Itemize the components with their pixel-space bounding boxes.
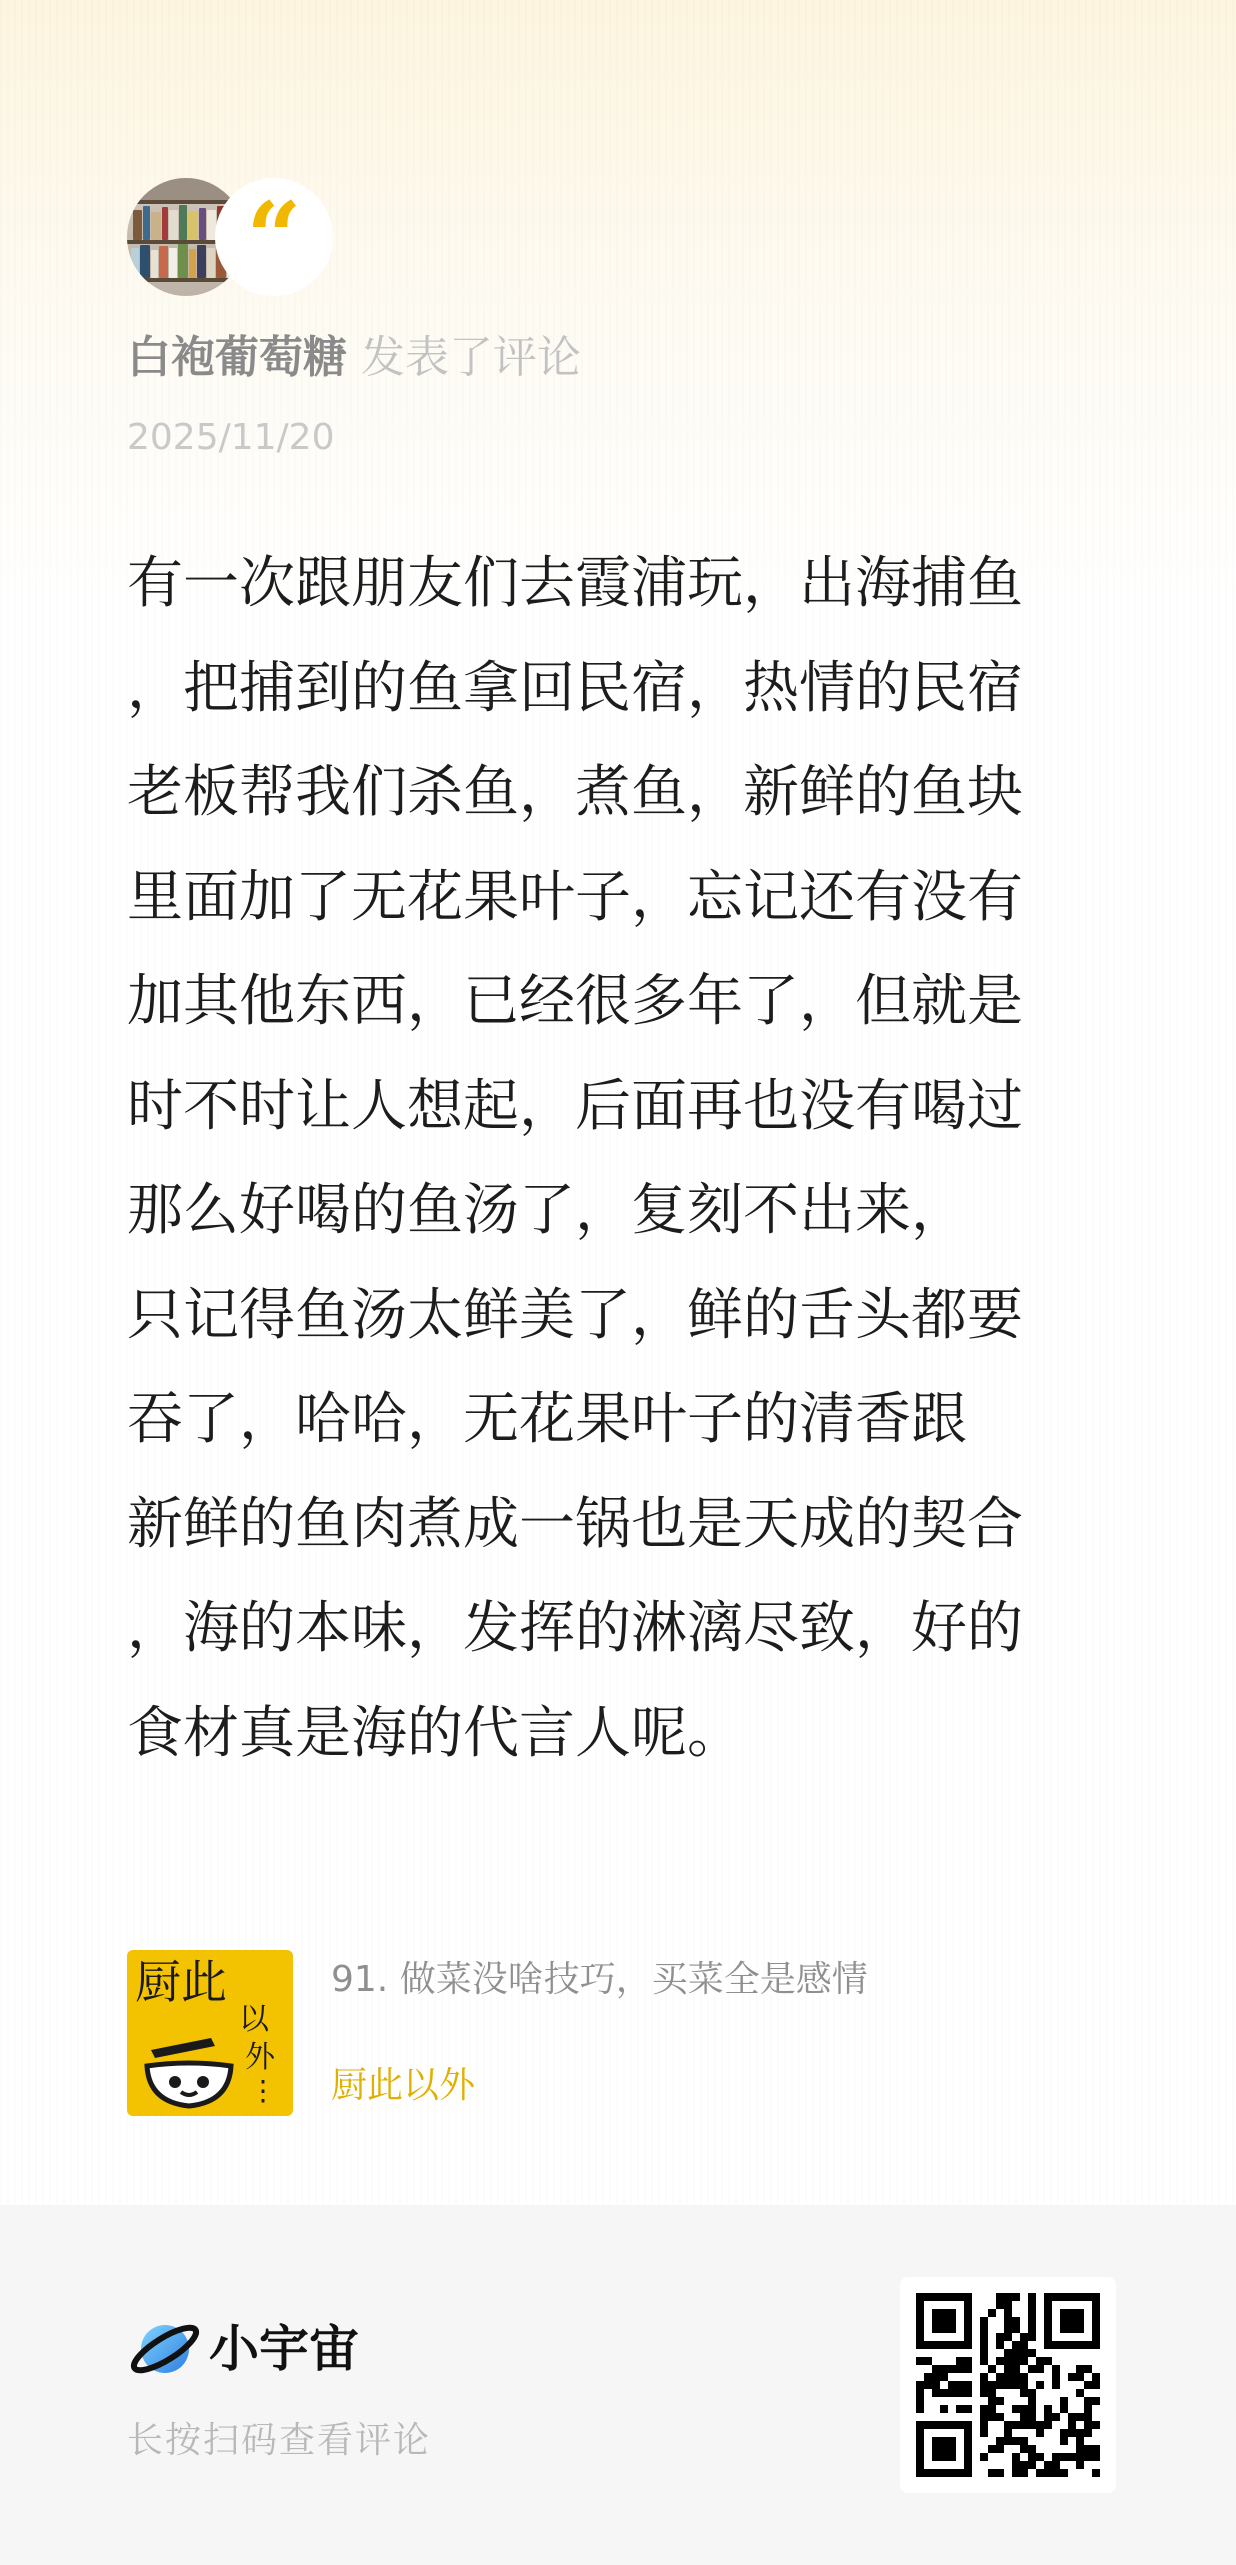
cover-sub1: 以: [239, 2002, 269, 2037]
comment-line: 只记得鱼汤太鲜美了，鲜的舌头都要: [127, 1282, 1023, 1348]
cover-dots: ⋮: [249, 2074, 277, 2107]
comment-line: 那么好喝的鱼汤了，复刻不出来，: [127, 1178, 967, 1243]
episode-card[interactable]: [127, 1950, 1107, 2116]
comment-line: 食材真是海的代言人呢。: [127, 1700, 743, 1766]
author-name[interactable]: 白袍葡萄糖: [127, 332, 347, 383]
comment-line: 加其他东西，已经很多年了，但就是: [127, 969, 1023, 1034]
episode-title[interactable]: 91. 做菜没啥技巧，买菜全是感情: [331, 1959, 868, 2000]
comment-body: [127, 532, 1107, 1786]
planet-logo-icon: [127, 2315, 203, 2383]
comment-header: [127, 178, 367, 298]
author-action: 发表了评论: [361, 332, 581, 383]
qr-code-icon: [916, 2293, 1100, 2477]
qr-code[interactable]: [900, 2277, 1116, 2493]
podcast-cover[interactable]: [127, 1950, 293, 2116]
brand-name: 小宇宙: [209, 2320, 359, 2378]
comment-line: 老板帮我们杀鱼，煮鱼，新鲜的鱼块: [127, 760, 1023, 825]
comment-line: ，把捕到的鱼拿回民宿，热情的民宿: [127, 655, 1023, 721]
quote-icon: “: [246, 181, 302, 294]
author-line: [127, 330, 581, 386]
comment-line: 新鲜的鱼肉煮成一锅也是天成的契合: [127, 1491, 1023, 1557]
cover-sub2: 外: [245, 2040, 275, 2075]
comment-date: 2025/11/20: [127, 417, 335, 458]
comment-line: 里面加了无花果叶子，忘记还有没有: [127, 864, 1023, 930]
comment-line: 有一次跟朋友们去霞浦玩，出海捕鱼: [127, 551, 1023, 616]
bowl-icon: [141, 2032, 237, 2112]
comment-line: 吞了，哈哈，无花果叶子的清香跟: [127, 1387, 967, 1452]
podcast-name[interactable]: 厨此以外: [331, 2065, 476, 2106]
comment-line: 时不时让人想起，后面再也没有喝过: [127, 1073, 1023, 1139]
footer: [0, 2205, 1236, 2565]
cover-title: 厨此: [135, 1955, 227, 2009]
quote-badge: [215, 178, 333, 296]
scan-hint: 长按扫码查看评论: [127, 2420, 432, 2461]
comment-line: ，海的本味，发挥的淋漓尽致，好的: [127, 1596, 1023, 1661]
